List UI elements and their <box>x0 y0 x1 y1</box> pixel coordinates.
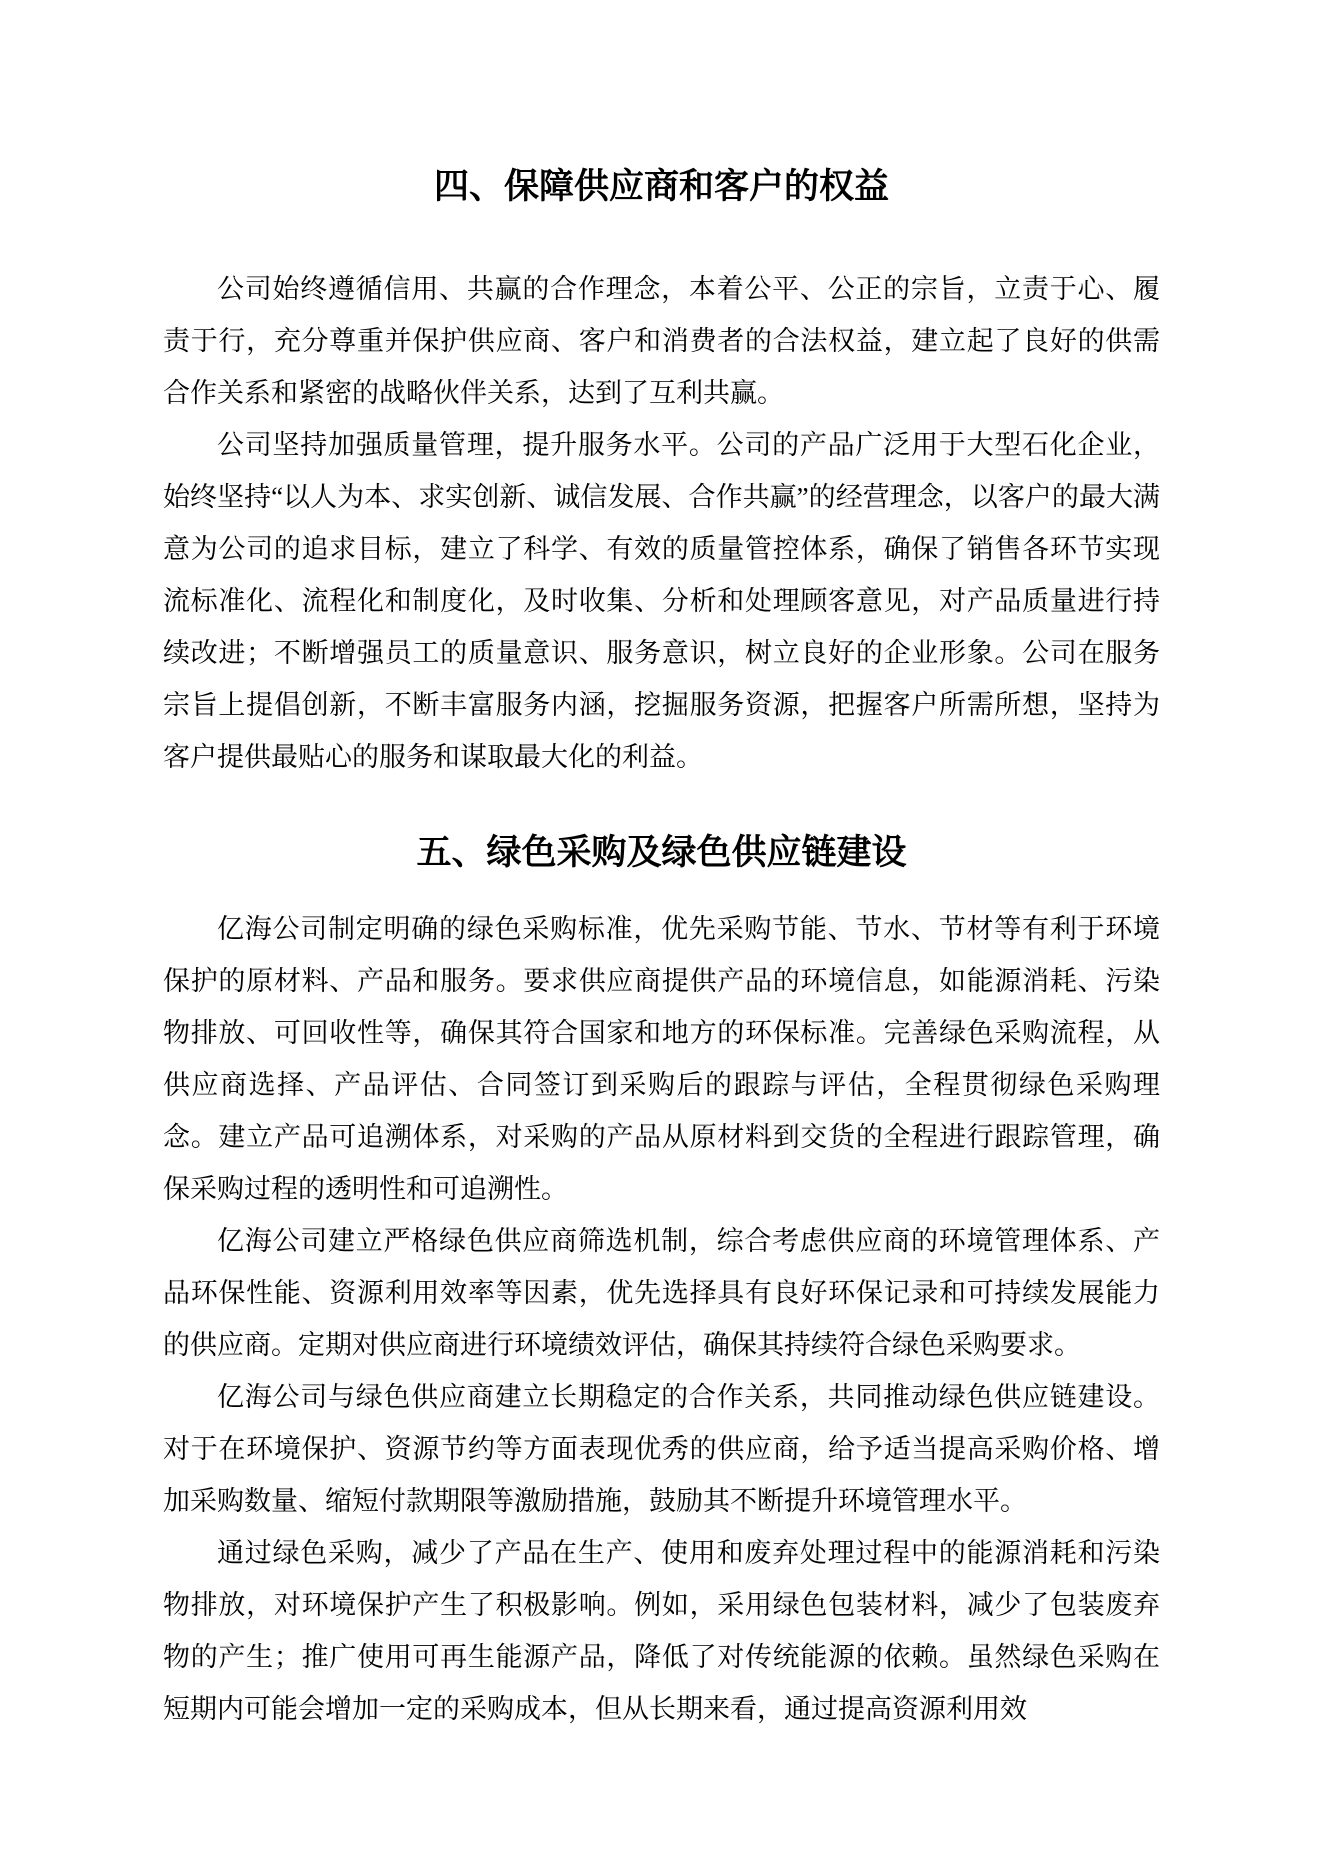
paragraph: 公司坚持加强质量管理，提升服务水平。公司的产品广泛用于大型石化企业，始终坚持“以人为本、求实创新、诚信发展、合作共赢”的经营理念，以客户的最大满意为公司的追求目标，建立了科学、有效的质量管控体系，确保了销售各环节实现流标准化、流程化和制度化，及时收集、分析和处理顾客意见，对产品质量进行持续改进；不断增强员工的质量意识、服务意识，树立良好的企业形象。公司在服务宗旨上提倡创新，不断丰富服务内涵，挖掘服务资源，把握客户所需所想，坚持为客户提供最贴心的服务和谋取最大化的利益。 <box>163 430 1160 772</box>
paragraph: 亿海公司建立严格绿色供应商筛选机制，综合考虑供应商的环境管理体系、产品环保性能、资源利用效率等因素，优先选择具有良好环保记录和可持续发展能力的供应商。定期对供应商进行环境绩效评估，确保其持续符合绿色采购要求。 <box>163 1226 1160 1360</box>
section-heading-green-procurement: 五、绿色采购及绿色供应链建设 <box>416 833 907 872</box>
paragraph: 亿海公司制定明确的绿色采购标准，优先采购节能、节水、节材等有利于环境保护的原材料、产品和服务。要求供应商提供产品的环境信息，如能源消耗、污染物排放、可回收性等，确保其符合国家和地方的环保标准。完善绿色采购流程，从供应商选择、产品评估、合同签订到采购后的跟踪与评估，全程贯彻绿色采购理念。建立产品可追溯体系，对采购的产品从原材料到交货的全程进行跟踪管理，确保采购过程的透明性和可追溯性。 <box>163 914 1160 1204</box>
paragraph: 通过绿色采购，减少了产品在生产、使用和废弃处理过程中的能源消耗和污染物排放，对环境保护产生了积极影响。例如，采用绿色包装材料，减少了包装废弃物的产生；推广使用可再生能源产品，降低了对传统能源的依赖。虽然绿色采购在短期内可能会增加一定的采购成本，但从长期来看，通过提高资源利用效 <box>163 1538 1160 1724</box>
section-heading-rights: 四、保障供应商和客户的权益 <box>433 167 889 206</box>
section-supplier-customer-rights <box>163 165 1160 783</box>
paragraph: 亿海公司与绿色供应商建立长期稳定的合作关系，共同推动绿色供应链建设。对于在环境保护、资源节约等方面表现优秀的供应商，给予适当提高采购价格、增加采购数量、缩短付款期限等激励措施，鼓励其不断提升环境管理水平。 <box>163 1382 1160 1516</box>
section-green-procurement <box>163 831 1160 1735</box>
paragraph: 公司始终遵循信用、共赢的合作理念，本着公平、公正的宗旨，立责于心、履责于行，充分尊重并保护供应商、客户和消费者的合法权益，建立起了良好的供需合作关系和紧密的战略伙伴关系，达到了互利共赢。 <box>163 274 1160 408</box>
